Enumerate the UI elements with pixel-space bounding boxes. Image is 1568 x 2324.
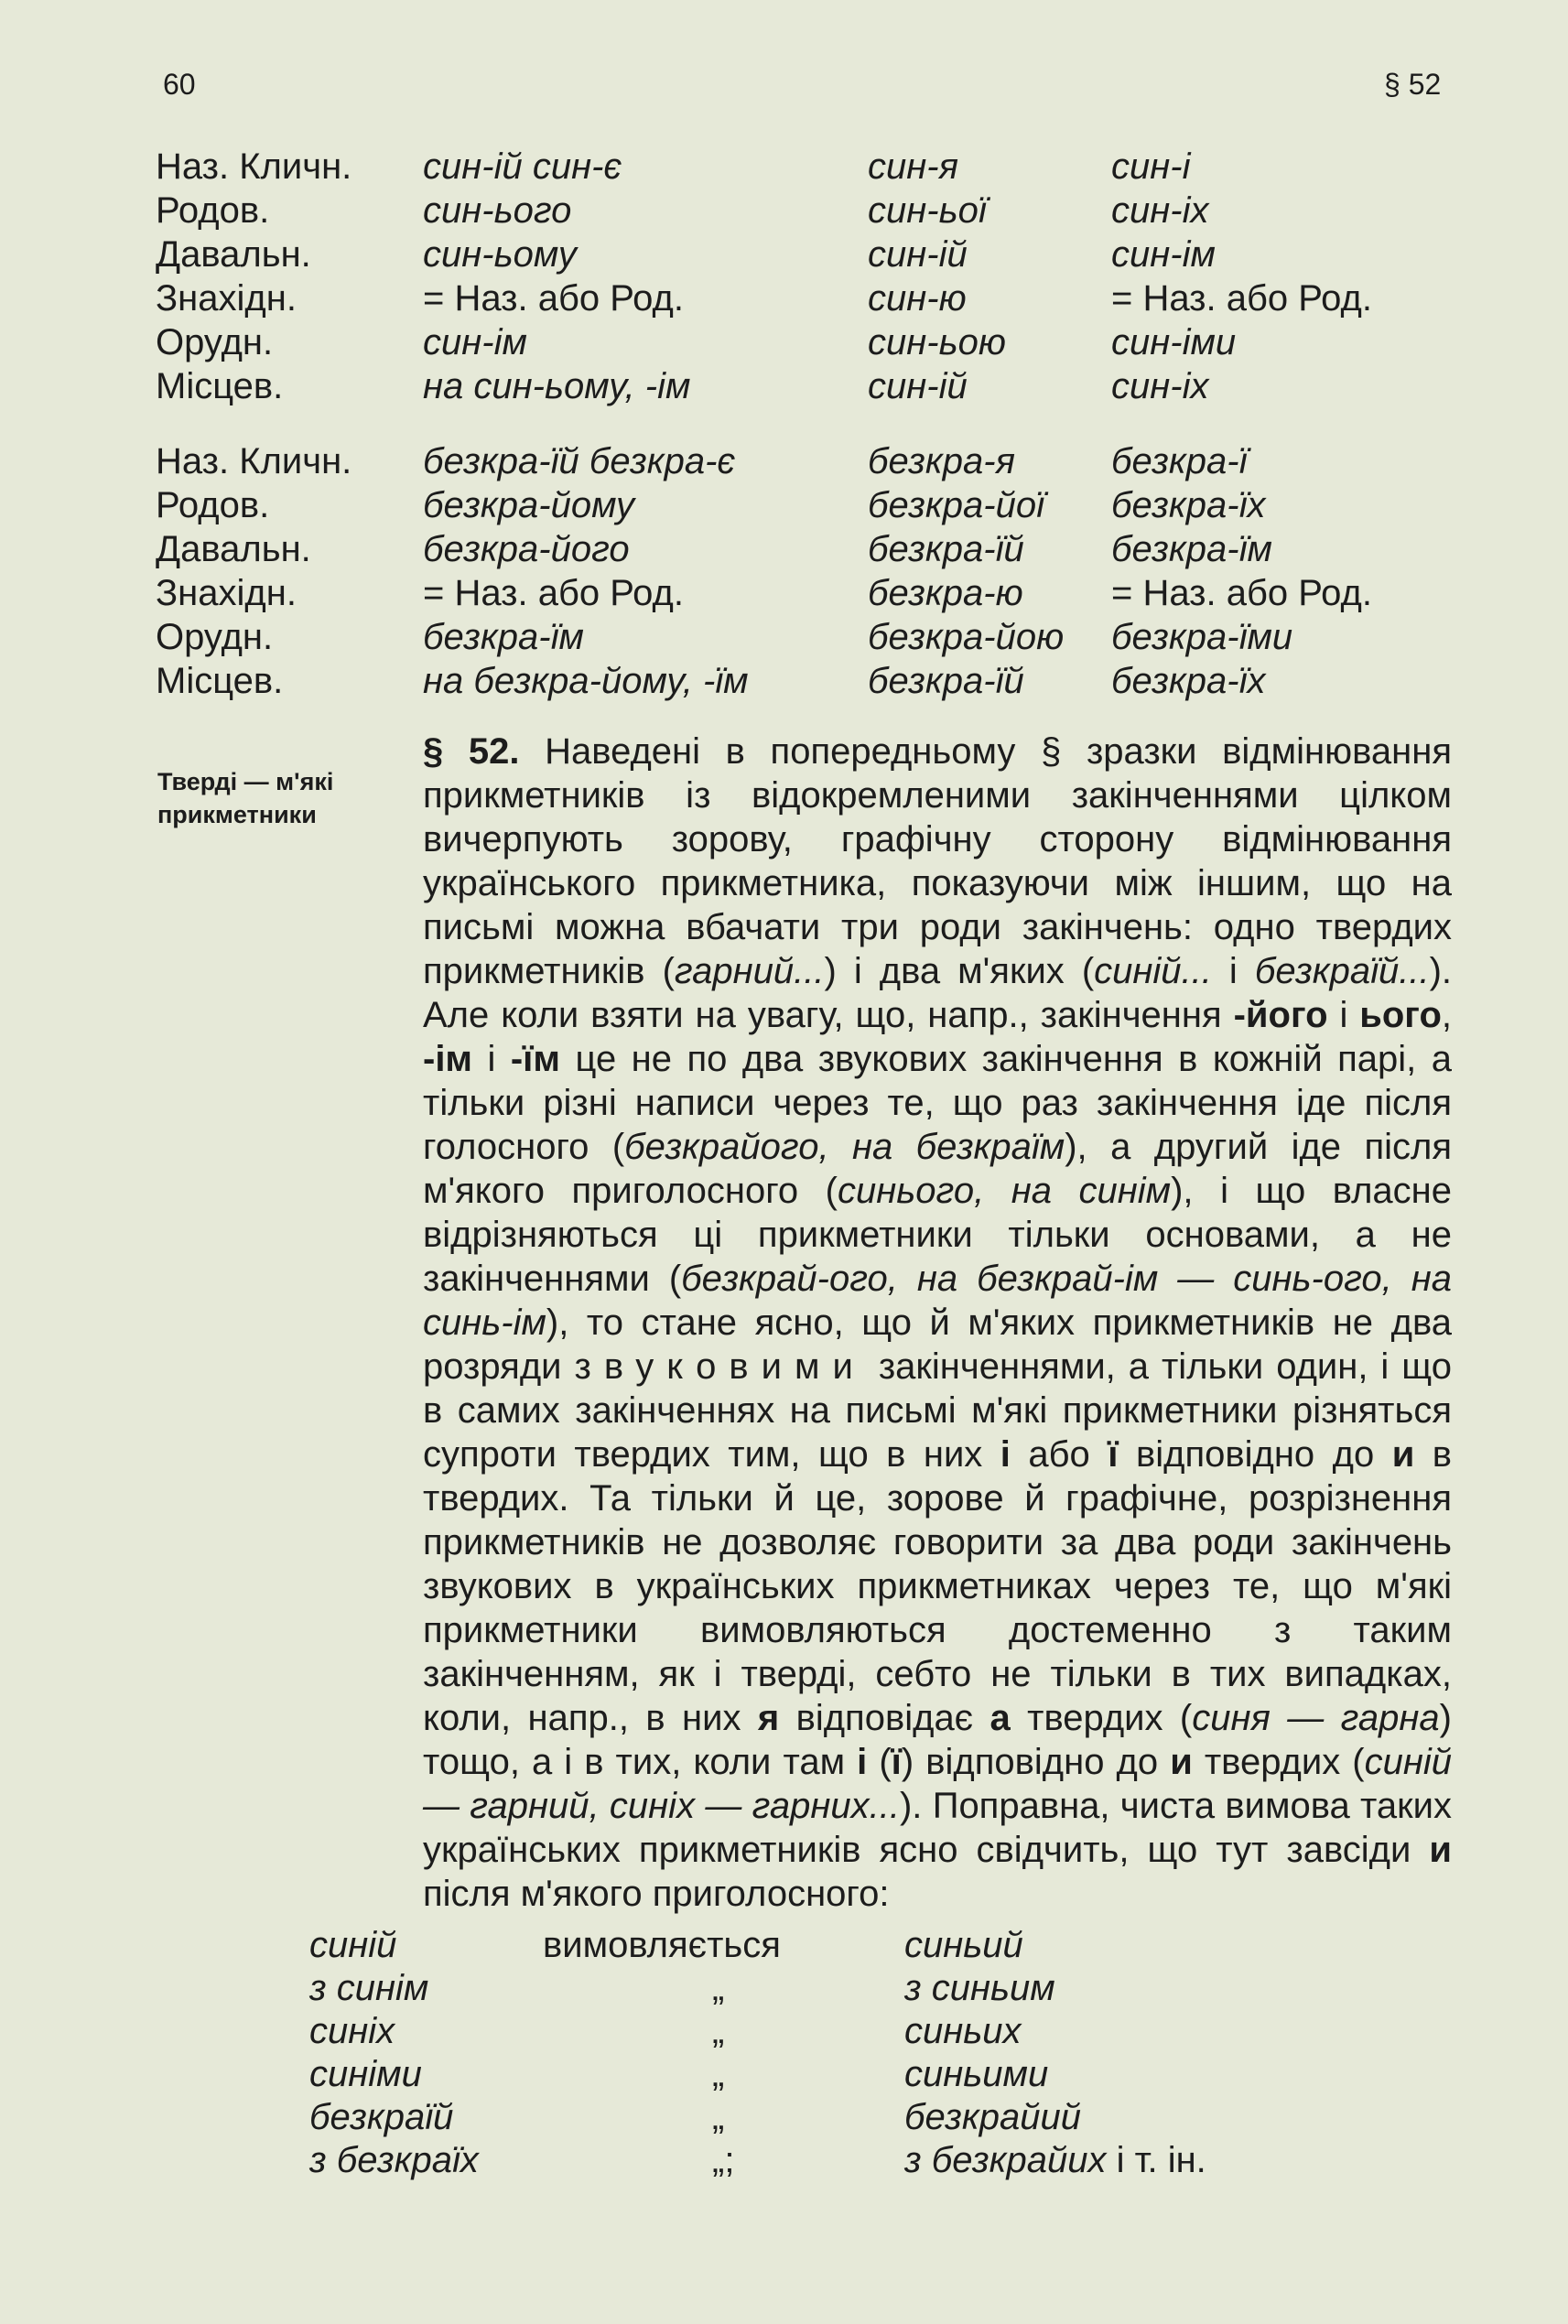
- form-masc: син-ьому: [423, 234, 577, 275]
- form-plural: = Наз. або Род.: [1111, 573, 1372, 613]
- spoken-form: синьими: [904, 2054, 1049, 2094]
- form-masc: син-ій син-є: [423, 146, 622, 187]
- form-fem: син-я: [868, 146, 958, 187]
- verb-label: вимовляється: [543, 1925, 781, 1965]
- list-item: [309, 2053, 1362, 2096]
- form-fem: безкра-йої: [868, 485, 1044, 525]
- form-plural: син-іх: [1111, 366, 1209, 406]
- form-masc: безкра-їм: [423, 617, 584, 657]
- section-number: § 52.: [423, 731, 546, 772]
- form-plural: безкра-ї: [1111, 441, 1248, 481]
- case-label: Давальн.: [156, 234, 311, 275]
- case-label: Родов.: [156, 190, 270, 231]
- case-label: Орудн.: [156, 322, 274, 362]
- spoken-form: з синьим: [904, 1968, 1055, 2008]
- list-item: [309, 2010, 1362, 2053]
- declension-table-syniy: [156, 145, 1455, 408]
- case-label: Знахідн.: [156, 278, 297, 319]
- form-fem: син-ю: [868, 278, 967, 319]
- form-plural: син-іх: [1111, 190, 1209, 231]
- form-fem: син-ій: [868, 366, 968, 406]
- form-fem: син-ьої: [868, 190, 987, 231]
- written-form: синіми: [309, 2054, 422, 2094]
- form-masc: на безкра-йому, -їм: [423, 661, 749, 701]
- section-header: § 52: [1384, 68, 1442, 101]
- written-form: синіх: [309, 2011, 395, 2051]
- spoken-form: з безкрайих і т. ін.: [904, 2140, 1206, 2180]
- ditto-mark: „;: [712, 2140, 735, 2180]
- form-masc: = Наз. або Род.: [423, 573, 684, 613]
- margin-heading-line1: Тверді — м'які: [157, 768, 334, 795]
- list-item: [309, 1924, 1362, 1967]
- form-plural: безкра-їх: [1111, 661, 1266, 701]
- case-label: Місцев.: [156, 366, 284, 406]
- case-label: Давальн.: [156, 529, 311, 569]
- spoken-form: синьий: [904, 1925, 1023, 1965]
- ditto-mark: „: [712, 2097, 725, 2137]
- form-fem: син-ій: [868, 234, 968, 275]
- form-fem: безкра-йою: [868, 617, 1065, 657]
- case-label: Орудн.: [156, 617, 274, 657]
- form-plural: син-ім: [1111, 234, 1216, 275]
- form-masc: безкра-їй безкра-є: [423, 441, 736, 481]
- written-form: безкраїй: [309, 2097, 454, 2137]
- table-row: [156, 189, 1455, 232]
- form-plural: безкра-їм: [1111, 529, 1272, 569]
- form-fem: безкра-їй: [868, 529, 1024, 569]
- written-form: синій: [309, 1925, 397, 1965]
- table-row: [156, 659, 1455, 703]
- form-masc: = Наз. або Род.: [423, 278, 684, 319]
- spoken-form: безкрайий: [904, 2097, 1082, 2137]
- case-label: Знахідн.: [156, 573, 297, 613]
- written-form: з синім: [309, 1968, 429, 2008]
- form-plural: безкра-їми: [1111, 617, 1293, 657]
- case-label: Родов.: [156, 485, 270, 525]
- table-row: [156, 571, 1455, 615]
- table-row: [156, 320, 1455, 364]
- list-item: [309, 2096, 1362, 2139]
- list-item: [309, 1967, 1362, 2010]
- declension-table-bezkraiy: [156, 439, 1455, 703]
- case-label: Наз. Кличн.: [156, 441, 352, 481]
- form-masc: на син-ьому, -ім: [423, 366, 691, 406]
- list-item: [309, 2139, 1362, 2182]
- case-label: Наз. Кличн.: [156, 146, 352, 187]
- pronunciation-examples: [309, 1924, 1362, 2182]
- etc-note: і т. ін.: [1106, 2140, 1206, 2180]
- ditto-mark: „: [712, 1968, 725, 2008]
- table-row: [156, 439, 1455, 483]
- form-plural: син-іми: [1111, 322, 1237, 362]
- case-label: Місцев.: [156, 661, 284, 701]
- table-row: [156, 145, 1455, 189]
- table-row: [156, 364, 1455, 408]
- margin-heading-line2: прикметники: [157, 801, 317, 828]
- table-row: [156, 615, 1455, 659]
- form-masc: безкра-йому: [423, 485, 635, 525]
- written-form: з безкраїх: [309, 2140, 479, 2180]
- section-paragraph: [152, 730, 1452, 1916]
- form-plural: син-і: [1111, 146, 1191, 187]
- form-masc: безкра-його: [423, 529, 630, 569]
- form-plural: безкра-їх: [1111, 485, 1266, 525]
- table-row: [156, 276, 1455, 320]
- form-fem: безкра-їй: [868, 661, 1024, 701]
- table-row: [156, 232, 1455, 276]
- table-row: [156, 483, 1455, 527]
- spoken-form: синьих: [904, 2011, 1022, 2051]
- form-masc: син-ім: [423, 322, 527, 362]
- table-row: [156, 527, 1455, 571]
- form-fem: безкра-я: [868, 441, 1015, 481]
- ditto-mark: „: [712, 2054, 725, 2094]
- form-masc: син-ього: [423, 190, 572, 231]
- form-fem: син-ьою: [868, 322, 1006, 362]
- form-plural: = Наз. або Род.: [1111, 278, 1372, 319]
- page-number: 60: [163, 68, 196, 101]
- form-fem: безкра-ю: [868, 573, 1023, 613]
- ditto-mark: „: [712, 2011, 725, 2051]
- paragraph-text: § 52. Наведені в попередньому § зразки відмінювання прикметників із відокремленими закінченнями цілком вичерпують зорову, графічну сторону відмінювання українського прикметника, показуючи між іншим, що на письмі можна вбачати три роди закінчень: одно твердих прикметників (гарний...) і два м'яких (синій... і безкраїй...). Але коли взяти на увагу, що, напр., закінчення -його і ього, -ім і -їм це не по два звукових закінчення в кожній парі, а тільки різні написи через те, що раз закінчення іде після голосного (безкрайого, на безкраїм), а другий іде після м'якого приголосного (синього, на синім), і що власне відрізняються ці прикметники тільки основами, а не закінченнями (безкрай-ого, на безкрай-ім — синь-ого, на синь-ім), то стане ясно, що й м'яких прикметників не два розряди звуковими закінченнями, а тільки один, і що в самих закінченнях на письмі м'які прикметники різняться супроти твердих тим, що в них і або ї відповідно до и в твердих. Та тільки й це, зорове й графічне, розрізнення прикметників не дозволяє говорити за два роди закінчень звукових в українських прикметниках через те, що м'які прикметники вимовляються достеменно з таким закінченням, як і тверді, себто не тільки в тих випадках, коли, напр., в них я відповідає а твердих (синя — гарна) тощо, а і в тих, коли там і (ї) відповідно до и твердих (синій — гарний, синіх — гарних...). Поправна, чиста вимова таких українських прикметників ясно свідчить, що тут завсіди и після м'якого приголосного:: [423, 731, 1453, 1914]
